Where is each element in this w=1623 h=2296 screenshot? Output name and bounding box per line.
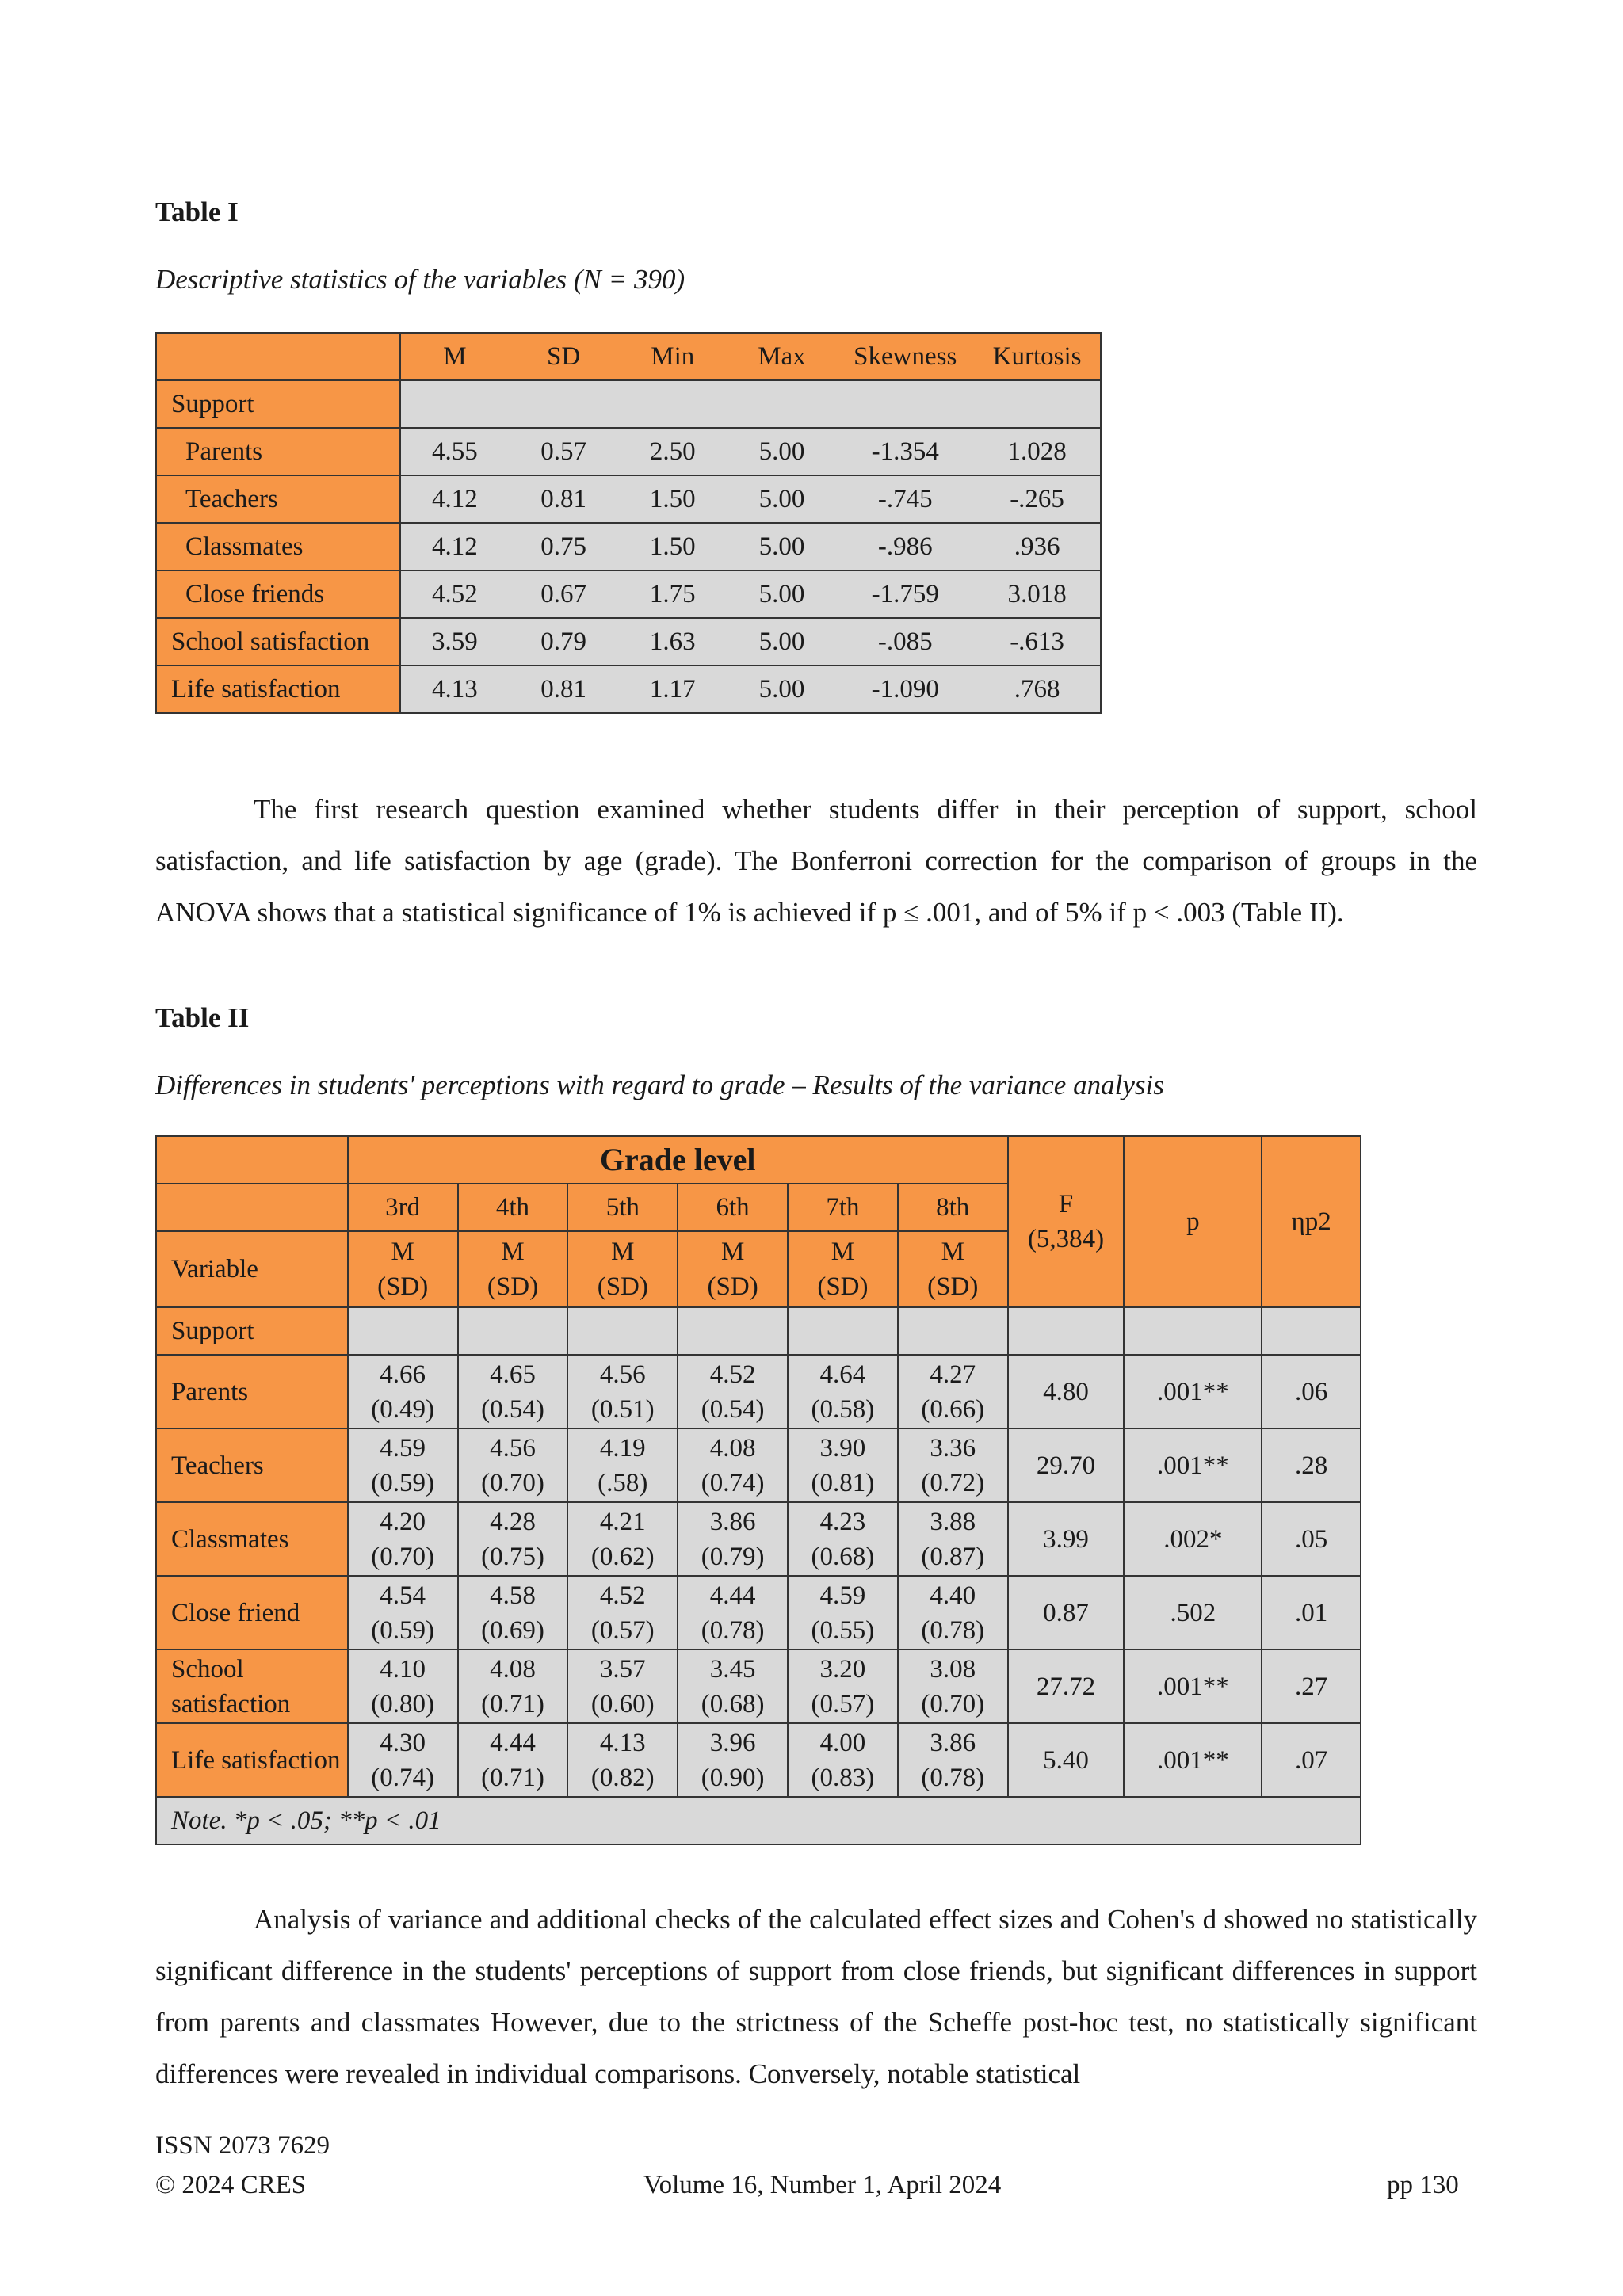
grade-level-header: Grade level	[348, 1136, 1008, 1184]
eta-value: .05	[1262, 1502, 1361, 1576]
sd-value: (0.54)	[701, 1394, 765, 1424]
table-cell: 4.55	[400, 428, 510, 475]
row-label: Teachers	[156, 475, 400, 523]
sd-value: (0.59)	[371, 1468, 435, 1497]
sd-value: (0.69)	[481, 1615, 544, 1645]
mean-value: 3.90	[819, 1433, 866, 1463]
msd-header: M (SD)	[567, 1231, 678, 1307]
mean-value: 4.20	[380, 1507, 426, 1536]
mean-value: 4.56	[599, 1360, 646, 1389]
mean-sd-cell	[458, 1576, 568, 1650]
table-row	[156, 1502, 1361, 1576]
mean-sd-cell	[898, 1650, 1008, 1723]
table-cell: 2.50	[618, 428, 727, 475]
journal-volume: Volume 16, Number 1, April 2024	[643, 2171, 1002, 2199]
table-cell: 0.67	[509, 570, 618, 618]
mean-sd-cell	[458, 1650, 568, 1723]
table-cell: -1.759	[836, 570, 974, 618]
mean-sd-cell	[567, 1355, 678, 1428]
variable-header: Variable	[156, 1231, 348, 1307]
sd-value: (0.82)	[590, 1763, 655, 1792]
eta-value: .06	[1262, 1355, 1361, 1428]
eta-value: .27	[1262, 1650, 1361, 1723]
table-cell: -.265	[974, 475, 1101, 523]
eta-value: .01	[1262, 1576, 1361, 1650]
table-cell: 1.75	[618, 570, 727, 618]
table-row	[156, 666, 1101, 713]
mean-value: 4.66	[380, 1360, 426, 1389]
table-cell: 0.79	[509, 618, 618, 666]
mean-sd-cell	[788, 1650, 898, 1723]
mean-value: 4.59	[819, 1581, 866, 1610]
mean-sd-cell	[458, 1428, 568, 1502]
table-row	[156, 475, 1101, 523]
sd-value: (0.55)	[811, 1615, 875, 1645]
row-label: Classmates	[156, 1502, 348, 1576]
sd-value: (0.78)	[921, 1763, 985, 1792]
table1-col-header: Kurtosis	[974, 333, 1101, 380]
mean-sd-cell	[898, 1576, 1008, 1650]
mean-value: 4.44	[709, 1581, 756, 1610]
table1-col-header: Min	[618, 333, 727, 380]
p-value: .502	[1124, 1576, 1262, 1650]
sd-value: (.58)	[598, 1468, 648, 1497]
mean-sd-cell	[788, 1428, 898, 1502]
mean-value: 4.44	[490, 1728, 536, 1757]
table-note: Note. *p < .05; **p < .01	[156, 1797, 1361, 1844]
mean-sd-cell	[678, 1723, 788, 1797]
mean-value: 4.40	[930, 1581, 976, 1610]
sd-value: (0.83)	[811, 1763, 875, 1792]
table-row	[156, 1428, 1361, 1502]
table1-empty-cell	[400, 380, 1101, 428]
table-cell: -.745	[836, 475, 974, 523]
msd-header: M (SD)	[348, 1231, 458, 1307]
f-value: 5.40	[1008, 1723, 1125, 1797]
mean-sd-cell	[788, 1576, 898, 1650]
mean-value: 4.58	[490, 1581, 536, 1610]
table2-group-row	[156, 1307, 1361, 1355]
body-paragraph: The first research question examined whether students differ in their perception of support, school satisfaction, and life satisfaction by age (grade). The Bonferroni correction for the comparison of groups in the ANOVA shows that a statistical significance of 1% is achieved if p ≤ .001, and of 5% if p < .003 (Table II).	[155, 794, 1477, 928]
table-cell: 1.50	[618, 475, 727, 523]
mean-value: 4.19	[599, 1433, 646, 1463]
mean-value: 3.57	[599, 1654, 646, 1684]
table1-col-header: Skewness	[836, 333, 974, 380]
mean-value: 4.65	[490, 1360, 536, 1389]
sd-value: (0.49)	[371, 1394, 435, 1424]
table-cell: 5.00	[727, 618, 837, 666]
mean-sd-cell	[788, 1355, 898, 1428]
table1-col-header: Max	[727, 333, 837, 380]
sd-value: (0.58)	[811, 1394, 875, 1424]
sd-value: (0.81)	[811, 1468, 875, 1497]
mean-value: 4.23	[819, 1507, 866, 1536]
table2-note-row	[156, 1797, 1361, 1844]
table-row	[156, 1650, 1361, 1723]
p-value: .002*	[1124, 1502, 1262, 1576]
mean-value: 3.86	[709, 1507, 756, 1536]
mean-sd-cell	[898, 1355, 1008, 1428]
table-cell: -1.354	[836, 428, 974, 475]
grade-header: 6th	[678, 1184, 788, 1231]
table-cell: 4.12	[400, 475, 510, 523]
grade-header: 3rd	[348, 1184, 458, 1231]
table2-caption: Differences in students' perceptions with regard to grade – Results of the variance analysis	[155, 1070, 1164, 1100]
table-cell: 4.12	[400, 523, 510, 570]
page-number: pp 130	[1387, 2171, 1459, 2199]
table2-corner-cell	[156, 1136, 348, 1184]
table-cell: 4.52	[400, 570, 510, 618]
sd-value: (0.68)	[701, 1689, 765, 1718]
mean-sd-cell	[678, 1650, 788, 1723]
mean-sd-cell	[898, 1428, 1008, 1502]
sd-value: (0.70)	[921, 1689, 985, 1718]
msd-header: M (SD)	[898, 1231, 1008, 1307]
table-cell: 0.81	[509, 666, 618, 713]
mean-sd-cell	[458, 1502, 568, 1576]
p-value: .001**	[1124, 1355, 1262, 1428]
descriptive-statistics-table	[155, 332, 1102, 714]
table-cell: 1.63	[618, 618, 727, 666]
issn: ISSN 2073 7629	[155, 2131, 330, 2160]
sd-value: (0.80)	[371, 1689, 435, 1718]
table-cell: 5.00	[727, 666, 837, 713]
table1-heading: Table I	[155, 196, 239, 227]
row-label: Life satisfaction	[156, 1723, 348, 1797]
mean-value: 4.30	[380, 1728, 426, 1757]
mean-sd-cell	[348, 1502, 458, 1576]
msd-header: M (SD)	[458, 1231, 568, 1307]
mean-value: 4.59	[380, 1433, 426, 1463]
mean-sd-cell	[788, 1502, 898, 1576]
mean-value: 4.21	[599, 1507, 646, 1536]
table-row	[156, 570, 1101, 618]
f-value: 27.72	[1008, 1650, 1125, 1723]
mean-sd-cell	[898, 1502, 1008, 1576]
sd-value: (0.54)	[481, 1394, 544, 1424]
table-cell: 0.81	[509, 475, 618, 523]
mean-sd-cell	[348, 1355, 458, 1428]
sd-value: (0.57)	[590, 1615, 655, 1645]
mean-value: 3.45	[709, 1654, 756, 1684]
table-cell: 5.00	[727, 428, 837, 475]
f-value: 0.87	[1008, 1576, 1125, 1650]
grade-header: 7th	[788, 1184, 898, 1231]
mean-value: 3.36	[930, 1433, 976, 1463]
sd-value: (0.87)	[921, 1542, 985, 1571]
mean-sd-cell	[348, 1650, 458, 1723]
table-cell: 1.17	[618, 666, 727, 713]
table1-group-label: Support	[156, 380, 400, 428]
table2-empty-header-cell	[156, 1184, 348, 1231]
mean-value: 4.00	[819, 1728, 866, 1757]
mean-sd-cell	[567, 1576, 678, 1650]
row-label: Classmates	[156, 523, 400, 570]
table-cell: -1.090	[836, 666, 974, 713]
row-label: School satisfaction	[156, 618, 400, 666]
mean-value: 4.08	[490, 1654, 536, 1684]
mean-value: 4.52	[709, 1360, 756, 1389]
sd-value: (0.57)	[811, 1689, 875, 1718]
f-value: 29.70	[1008, 1428, 1125, 1502]
row-label: Close friends	[156, 570, 400, 618]
sd-value: (0.51)	[590, 1394, 655, 1424]
table1-col-header: M	[400, 333, 510, 380]
mean-sd-cell	[348, 1428, 458, 1502]
table-cell: 3.59	[400, 618, 510, 666]
sd-value: (0.70)	[371, 1542, 435, 1571]
p-header: p	[1124, 1136, 1262, 1307]
table-cell: 5.00	[727, 475, 837, 523]
mean-value: 4.56	[490, 1433, 536, 1463]
mean-sd-cell	[898, 1723, 1008, 1797]
msd-header: M (SD)	[678, 1231, 788, 1307]
sd-value: (0.74)	[371, 1763, 435, 1792]
sd-value: (0.78)	[921, 1615, 985, 1645]
mean-sd-cell	[567, 1650, 678, 1723]
sd-value: (0.72)	[921, 1468, 985, 1497]
table-row	[156, 523, 1101, 570]
mean-value: 4.08	[709, 1433, 756, 1463]
sd-value: (0.59)	[371, 1615, 435, 1645]
row-label: Close friend	[156, 1576, 348, 1650]
table-row	[156, 618, 1101, 666]
row-label: Parents	[156, 1355, 348, 1428]
table-cell: 1.50	[618, 523, 727, 570]
mean-value: 3.88	[930, 1507, 976, 1536]
mean-value: 3.86	[930, 1728, 976, 1757]
row-label: Parents	[156, 428, 400, 475]
eta-value: .07	[1262, 1723, 1361, 1797]
p-value: .001**	[1124, 1723, 1262, 1797]
table1-corner-cell	[156, 333, 400, 380]
mean-sd-cell	[567, 1723, 678, 1797]
table-row	[156, 428, 1101, 475]
sd-value: (0.71)	[481, 1689, 544, 1718]
f-header	[1008, 1136, 1125, 1307]
body-paragraph: Analysis of variance and additional checks of the calculated effect sizes and Cohen's d showed no statistically significant difference in the students' perceptions of support from close friends, but significant differences in support from parents and classmates However, due to the strictness of the Scheffe post-hoc test, no statistically significant differences were revealed in individual comparisons. Conversely, notable statistical	[155, 1904, 1477, 2089]
mean-sd-cell	[348, 1576, 458, 1650]
table-cell: 3.018	[974, 570, 1101, 618]
table-row	[156, 1576, 1361, 1650]
p-value: .001**	[1124, 1428, 1262, 1502]
mean-sd-cell	[788, 1723, 898, 1797]
table1-caption: Descriptive statistics of the variables (N = 390)	[155, 264, 685, 295]
f-value: 4.80	[1008, 1355, 1125, 1428]
row-label: School satisfaction	[156, 1650, 348, 1723]
mean-sd-cell	[458, 1355, 568, 1428]
table1-header-row	[156, 333, 1101, 380]
mean-value: 4.27	[930, 1360, 976, 1389]
sd-value: (0.62)	[590, 1542, 655, 1571]
f-value: 3.99	[1008, 1502, 1125, 1576]
sd-value: (0.74)	[701, 1468, 765, 1497]
mean-value: 4.54	[380, 1581, 426, 1610]
mean-value: 3.96	[709, 1728, 756, 1757]
mean-sd-cell	[458, 1723, 568, 1797]
sd-value: (0.79)	[701, 1542, 765, 1571]
mean-sd-cell	[678, 1502, 788, 1576]
msd-header: M (SD)	[788, 1231, 898, 1307]
row-label: Life satisfaction	[156, 666, 400, 713]
mean-sd-cell	[678, 1576, 788, 1650]
row-label: Teachers	[156, 1428, 348, 1502]
mean-value: 4.28	[490, 1507, 536, 1536]
mean-sd-cell	[348, 1723, 458, 1797]
table-cell: 1.028	[974, 428, 1101, 475]
sd-value: (0.60)	[590, 1689, 655, 1718]
table2-group-label: Support	[156, 1307, 348, 1355]
table-row	[156, 1723, 1361, 1797]
sd-value: (0.70)	[481, 1468, 544, 1497]
grade-header: 4th	[458, 1184, 568, 1231]
grade-header: 5th	[567, 1184, 678, 1231]
grade-header: 8th	[898, 1184, 1008, 1231]
table-cell: 0.57	[509, 428, 618, 475]
f-label: F	[1058, 1190, 1074, 1219]
variance-analysis-table	[155, 1135, 1361, 1845]
mean-sd-cell	[678, 1355, 788, 1428]
mean-value: 4.64	[819, 1360, 866, 1389]
sd-value: (0.90)	[701, 1763, 765, 1792]
table2-header-row-1	[156, 1136, 1361, 1184]
sd-value: (0.71)	[481, 1763, 544, 1792]
p-value: .001**	[1124, 1650, 1262, 1723]
table-cell: -.986	[836, 523, 974, 570]
mean-value: 4.10	[380, 1654, 426, 1684]
table1-col-header: SD	[509, 333, 618, 380]
table1-group-row	[156, 380, 1101, 428]
table-cell: 5.00	[727, 523, 837, 570]
table-cell: .936	[974, 523, 1101, 570]
mean-sd-cell	[567, 1502, 678, 1576]
table-cell: 0.75	[509, 523, 618, 570]
table-cell: 5.00	[727, 570, 837, 618]
table-cell: -.085	[836, 618, 974, 666]
mean-value: 4.13	[599, 1728, 646, 1757]
sd-value: (0.66)	[921, 1394, 985, 1424]
copyright: © 2024 CRES	[155, 2171, 307, 2199]
f-df-label: (5,384)	[1027, 1225, 1105, 1253]
table2-body	[156, 1355, 1361, 1797]
eta-value: .28	[1262, 1428, 1361, 1502]
table-cell: -.613	[974, 618, 1101, 666]
mean-value: 3.08	[930, 1654, 976, 1684]
mean-value: 4.52	[599, 1581, 646, 1610]
sd-value: (0.75)	[481, 1542, 544, 1571]
mean-sd-cell	[678, 1428, 788, 1502]
mean-sd-cell	[567, 1428, 678, 1502]
eta-header: ηp2	[1262, 1136, 1361, 1307]
mean-value: 3.20	[819, 1654, 866, 1684]
table-cell: .768	[974, 666, 1101, 713]
table2-heading: Table II	[155, 1002, 250, 1033]
sd-value: (0.78)	[701, 1615, 765, 1645]
table-cell: 4.13	[400, 666, 510, 713]
table-row	[156, 1355, 1361, 1428]
sd-value: (0.68)	[811, 1542, 875, 1571]
